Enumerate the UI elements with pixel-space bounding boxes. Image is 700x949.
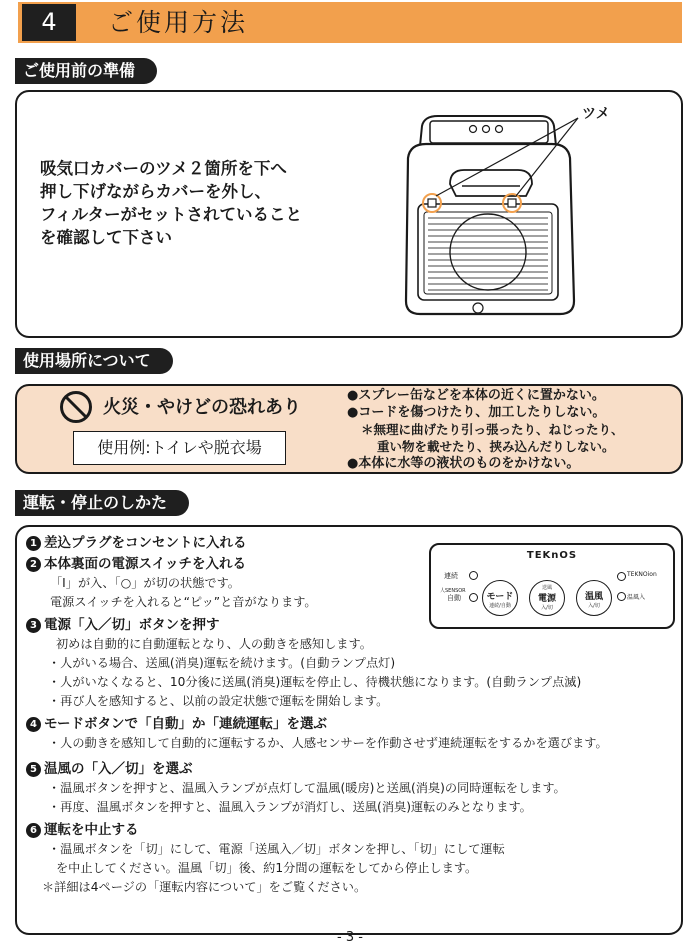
section-label-operation: 運転・停止のしかた: [15, 490, 189, 516]
step-line: ・再び人を感知すると、以前の設定状態で運転を開始します。: [48, 694, 389, 708]
step-line: 電源スイッチを入れると“ピッ”と音がなります。: [50, 595, 317, 609]
step-number: 6: [26, 823, 41, 838]
step-title: 運転を中止する: [44, 822, 139, 838]
caution-note: ＊無理に曲げたり引っ張ったり、ねじったり、: [361, 422, 624, 437]
prep-line: 吸気口カバーのツメ２箇所を下へ: [40, 159, 287, 178]
power-button-top: 送風: [541, 585, 552, 591]
section-label-place: 使用場所について: [15, 348, 173, 374]
step-line: 「I」が入、「○」が切の状態です。: [50, 576, 240, 590]
prep-line: 押し下げながらカバーを外し、: [40, 182, 271, 201]
chapter-number: 4: [22, 4, 76, 41]
step-3: [26, 615, 681, 711]
sensor-label: 人SENSOR: [440, 588, 466, 594]
warning-title: 火災・やけどの恐れあり: [103, 397, 301, 418]
page-number: - 3 -: [337, 930, 363, 945]
tab-callout-label: ツメ: [582, 106, 610, 122]
caution-item: ●コードを傷つけたり、加工したりしない。: [347, 405, 606, 420]
heat-lamp-label: 温風入: [627, 594, 646, 601]
caution-item: ●スプレー缶などを本体の近くに置かない。: [347, 388, 605, 403]
step-number: 3: [26, 618, 41, 633]
step-line: ・人の動きを感知して自動的に運転するか、人感センサーを作動させず連続運転をするかを選びます。: [48, 736, 608, 750]
caution-item: ●本体に水等の液状のものをかけない。: [347, 456, 580, 471]
mode-button[interactable]: [482, 580, 518, 616]
step-title: 本体裏面の電源スイッチを入れる: [44, 556, 246, 572]
heater-illustration: [380, 96, 670, 332]
step-title: 温風の「入／切」を選ぶ: [44, 761, 193, 777]
step-line: 初めは自動的に自動運転となり、人の動きを感知します。: [56, 637, 372, 651]
renzoku-lamp-label: 連続: [444, 572, 458, 580]
step-number: 1: [26, 536, 41, 551]
page-title: ご使用方法: [108, 8, 249, 37]
usage-example: 使用例:トイレや脱衣場: [73, 431, 286, 465]
heat-button-label: 温風: [584, 592, 603, 602]
ion-lamp: [617, 572, 626, 581]
caution-note: 重い物を載せたり、挟み込んだりしない。: [377, 439, 615, 454]
step-line: ・人がいる場合、送風(消臭)運転を続けます。(自動ランプ点灯): [48, 656, 396, 670]
mode-button-sub: 連続/自動: [489, 603, 511, 609]
jido-lamp: [469, 593, 478, 602]
panel-brand: TEKnOS: [526, 550, 578, 561]
renzoku-lamp: [469, 571, 478, 580]
step-title: 電源「入／切」ボタンを押す: [44, 617, 220, 633]
step-title: モードボタンで「自動」か「連続運転」を選ぶ: [44, 716, 327, 732]
step-line: ・温風ボタンを「切」にして、電源「送風入／切」ボタンを押し、「切」にして運転: [48, 842, 505, 856]
power-button-label: 電源: [537, 594, 556, 604]
step-number: 2: [26, 557, 41, 572]
step-line: ・人がいなくなると、10分後に送風(消臭)運転を停止し、待機状態になります。(自動ランプ点滅): [48, 675, 582, 689]
step-6: [26, 820, 681, 897]
power-button[interactable]: [529, 580, 565, 616]
power-button-sub: 入/切: [541, 605, 553, 611]
step-4: [26, 714, 681, 753]
prohibited-icon: [59, 390, 93, 424]
step-line: を中止してください。温風「切」後、約1分間の運転をしてから停止します。: [56, 861, 478, 875]
place-cautions: [347, 387, 624, 472]
heat-lamp: [617, 592, 626, 601]
heat-button[interactable]: [576, 580, 612, 616]
prep-instructions: [40, 157, 302, 249]
heat-button-sub: 入/切: [588, 603, 600, 609]
step-number: 5: [26, 762, 41, 777]
mode-button-label: モード: [486, 592, 514, 602]
prep-line: を確認して下さい: [40, 228, 172, 247]
ion-logo: TEKNOion: [627, 571, 657, 578]
section-label-prep: ご使用前の準備: [15, 58, 157, 84]
step-line: ・温風ボタンを押すと、温風入ランプが点灯して温風(暖房)と送風(消臭)の同時運転をします。: [48, 781, 566, 795]
jido-lamp-label: 自動: [447, 594, 461, 602]
step-number: 4: [26, 717, 41, 732]
step-title: 差込プラグをコンセントに入れる: [44, 535, 247, 551]
prep-line: フィルターがセットされていること: [40, 205, 303, 224]
step-5: [26, 759, 681, 817]
step-line: ＊詳細は4ページの「運転内容について」をご覧ください。: [42, 880, 367, 894]
step-line: ・再度、温風ボタンを押すと、温風入ランプが消灯し、送風(消臭)運転のみとなります。: [48, 800, 532, 814]
